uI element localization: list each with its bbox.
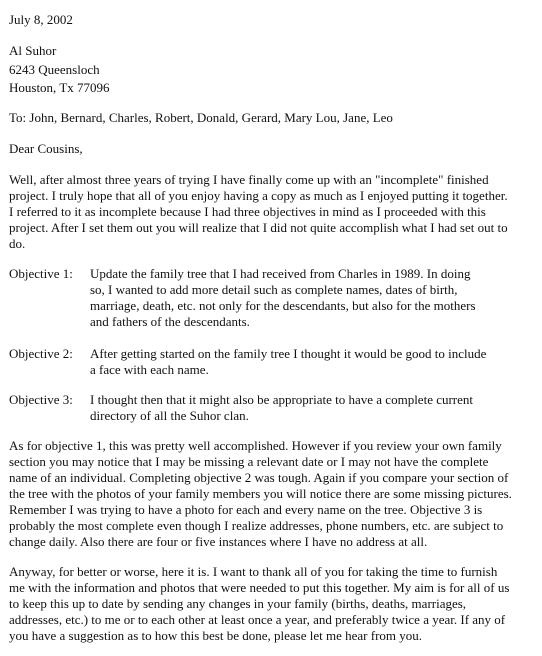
objective-line: Update the family tree that I had received from Charles in 1989. In doing	[90, 266, 471, 281]
paragraph-line: do.	[9, 236, 26, 251]
paragraph-line: project. After I set them out you will realize that I did not quite accomplish what I had set out to	[9, 220, 508, 235]
paragraph-line: probably the most complete even though I realize addresses, phone numbers, etc. are subject to	[9, 518, 504, 533]
objective-line: marriage, death, etc. not only for the descendants, but also for the mothers	[90, 298, 476, 313]
paragraph-line: project. I truly hope that all of you enjoy having a copy as much as I enjoyed putting it together.	[9, 188, 508, 203]
objective-label: Objective 1:	[9, 266, 73, 281]
paragraph-line: you have a suggestion as to how this best be done, please let me hear from you.	[9, 628, 423, 643]
objective-line: and fathers of the descendants.	[90, 314, 250, 329]
paragraph-line: name of an individual. Completing objective 2 was tough. Again if you compare your section of	[9, 470, 509, 485]
salutation: Dear Cousins,	[9, 141, 83, 156]
sender-name: Al Suhor	[9, 43, 57, 58]
letter-date: July 8, 2002	[9, 12, 73, 27]
recipients-line: To: John, Bernard, Charles, Robert, Donald, Gerard, Mary Lou, Jane, Leo	[9, 110, 393, 125]
paragraph-line: me with the information and photos that were needed to put this together. My aim is for all of us	[9, 580, 510, 595]
paragraph-line: Well, after almost three years of trying I have finally come up with an "incomplete" finished	[9, 172, 489, 187]
paragraph-line: the tree with the photos of your family members you will notice there are some missing pictures.	[9, 486, 512, 501]
paragraph-line: section you may notice that I may be missing a relevant date or I may not have the complete	[9, 454, 489, 469]
objective-line: a face with each name.	[90, 362, 209, 377]
objective-line: so, I wanted to add more detail such as complete names, dates of birth,	[90, 282, 458, 297]
sender-street: 6243 Queensloch	[9, 62, 100, 77]
objective-line: I thought then that it might also be appropriate to have a complete current	[90, 392, 474, 407]
paragraph-line: change daily. Also there are four or five instances where I have no address at all.	[9, 534, 428, 549]
objective-line: After getting started on the family tree I thought it would be good to include	[90, 346, 487, 361]
objective-label: Objective 2:	[9, 346, 73, 361]
paragraph-line: Remember I was trying to have a photo for each and every name on the tree. Objective 3 is	[9, 502, 483, 517]
paragraph-line: I referred to it as incomplete because I had three objectives in mind as I proceeded with this	[9, 204, 486, 219]
sender-city: Houston, Tx 77096	[9, 80, 110, 95]
paragraph-line: addresses, etc.) to me or to each other at least once a year, and preferably twice a year. If any of	[9, 612, 506, 627]
objective-label: Objective 3:	[9, 392, 73, 407]
paragraph-line: to keep this up to date by sending any changes in your family (births, deaths, marriages,	[9, 596, 467, 611]
objective-line: directory of all the Suhor clan.	[90, 408, 249, 423]
paragraph-line: Anyway, for better or worse, here it is. I want to thank all of you for taking the time to furnish	[9, 564, 498, 579]
paragraph-line: As for objective 1, this was pretty well accomplished. However if you review your own family	[9, 438, 502, 453]
